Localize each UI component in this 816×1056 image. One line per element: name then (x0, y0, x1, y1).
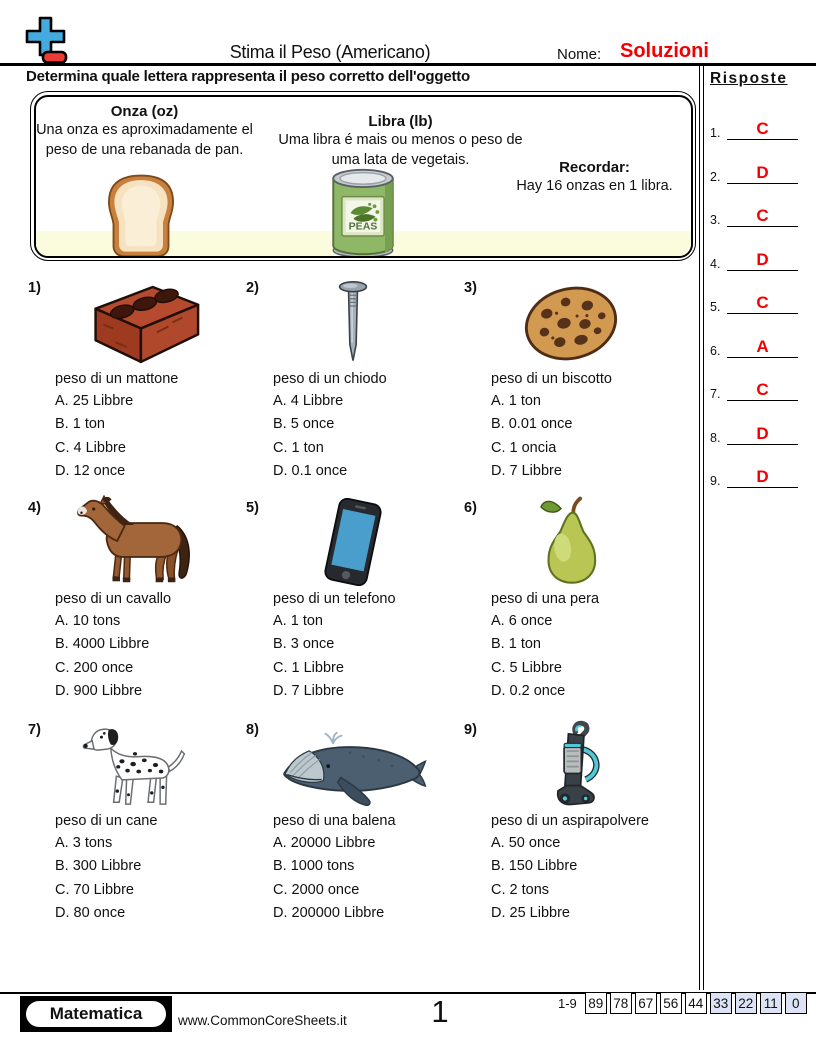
question-number: 8) (246, 722, 259, 738)
pound-definition (276, 113, 526, 171)
question-options (273, 612, 460, 701)
option: B. 1 ton (55, 416, 105, 433)
answer-letter: D (727, 163, 798, 184)
answer-number: 9. (710, 474, 721, 488)
nail-image (246, 278, 460, 366)
answer-row (710, 280, 798, 314)
question-prompt: peso di una pera (491, 591, 600, 607)
answer-row (710, 237, 798, 271)
option: C. 2 tons (491, 881, 550, 898)
question-options (55, 392, 242, 481)
question-number: 7) (28, 722, 41, 738)
question-options (55, 612, 242, 701)
whale-image (246, 720, 460, 808)
question-6 (464, 498, 678, 701)
answer-letter: A (727, 337, 798, 358)
score-cell: 33 (710, 992, 732, 1014)
ounce-text: Una onza es aproximadamente el peso de una rebanada de pan. (36, 121, 253, 159)
answer-row (710, 106, 798, 140)
name-label: Nome: (557, 46, 602, 63)
score-range-label: 1-9 (558, 995, 577, 1011)
vacuum-image (464, 720, 678, 808)
name-value: Soluzioni (620, 40, 709, 62)
score-cell: 44 (685, 992, 707, 1014)
score-cell: 22 (735, 992, 757, 1014)
answer-letter: D (727, 250, 798, 271)
answer-number: 1. (710, 126, 721, 140)
page-title: Stima il Peso (Americano) (229, 42, 431, 62)
info-box-inner (34, 95, 693, 258)
header-divider (0, 63, 816, 66)
reminder-title: Recordar: (559, 158, 630, 176)
question-options (55, 834, 242, 923)
option: B. 1 ton (491, 636, 541, 653)
question-7 (28, 720, 242, 923)
question-prompt: peso di un biscotto (491, 371, 612, 387)
option: C. 1 Libbre (273, 659, 344, 676)
answer-row (710, 324, 798, 358)
question-8 (246, 720, 460, 923)
option: D. 0.2 once (491, 683, 566, 700)
option: D. 0.1 once (273, 463, 348, 480)
option: D. 7 Libbre (491, 463, 562, 480)
answer-row (710, 150, 798, 184)
answer-letter: D (727, 424, 798, 445)
question-prompt: peso di un aspirapolvere (491, 813, 649, 829)
question-5 (246, 498, 460, 701)
question-9 (464, 720, 678, 923)
option: A. 4 Libbre (273, 393, 344, 409)
option: C. 4 Libbre (55, 439, 126, 456)
ounce-definition (36, 103, 254, 161)
option: A. 50 once (491, 835, 561, 851)
question-prompt: peso di una balena (273, 813, 396, 829)
option: A. 25 Libbre (55, 393, 134, 409)
question-1 (28, 278, 242, 481)
question-prompt: peso di un cavallo (55, 591, 172, 607)
option: D. 900 Libbre (55, 683, 143, 700)
option: C. 5 Libbre (491, 659, 562, 676)
pound-title: Libra (lb) (368, 112, 433, 130)
option: A. 1 ton (491, 393, 541, 409)
question-2 (246, 278, 460, 481)
sidebar-divider (699, 66, 704, 990)
score-cell: 0 (785, 992, 807, 1014)
pound-text: Uma libra é mais ou menos o peso de uma lata de vegetais. (278, 131, 523, 169)
option: A. 20000 Libbre (273, 835, 376, 851)
brand-badge (20, 996, 172, 1032)
question-options (273, 392, 460, 481)
reminder-text: Hay 16 onzas en 1 libra. (516, 177, 673, 194)
question-options (491, 392, 678, 481)
score-cell: 89 (585, 992, 607, 1014)
phone-image (246, 498, 460, 586)
question-number: 6) (464, 500, 477, 516)
question-3 (464, 278, 678, 481)
plus-icon (22, 14, 70, 66)
page-number: 1 (431, 994, 449, 1029)
answers-sidebar (710, 70, 802, 510)
question-number: 4) (28, 500, 41, 516)
option: D. 7 Libbre (273, 683, 344, 700)
answers-title: Risposte (710, 70, 788, 87)
bread-slice-image (100, 171, 182, 258)
question-prompt: peso di un cane (55, 813, 158, 829)
answer-letter: C (727, 380, 798, 401)
info-box (30, 91, 696, 261)
option: B. 4000 Libbre (55, 636, 150, 653)
answer-number: 8. (710, 431, 721, 445)
question-number: 1) (28, 280, 41, 296)
option: B. 5 once (273, 416, 335, 433)
answer-letter: C (727, 206, 798, 227)
question-number: 5) (246, 500, 259, 516)
option: C. 2000 once (273, 881, 360, 898)
answer-number: 6. (710, 344, 721, 358)
score-cell: 56 (660, 992, 682, 1014)
score-cell: 67 (635, 992, 657, 1014)
can-label: PEAS (348, 219, 377, 232)
reminder (504, 159, 686, 197)
question-number: 2) (246, 280, 259, 296)
ounce-title: Onza (oz) (110, 102, 179, 120)
option: A. 6 once (491, 613, 553, 629)
instruction-text: Determina quale lettera rappresenta il peso corretto dell'oggetto (26, 68, 471, 85)
option: B. 300 Libbre (55, 858, 142, 875)
dog-image (28, 720, 242, 808)
answer-row (710, 193, 798, 227)
answer-number: 5. (710, 300, 721, 314)
option: C. 70 Libbre (55, 881, 134, 898)
option: D. 200000 Libbre (273, 905, 385, 922)
answer-number: 2. (710, 170, 721, 184)
option: B. 0.01 once (491, 416, 573, 433)
answer-row (710, 411, 798, 445)
score-table (558, 992, 807, 1014)
question-prompt: peso di un chiodo (273, 371, 387, 387)
question-options (491, 612, 678, 701)
cookie-image (464, 278, 678, 366)
website-url: www.CommonCoreSheets.it (178, 1013, 347, 1028)
horse-image (28, 498, 242, 586)
brand-label: Matematica (26, 1001, 166, 1027)
question-prompt: peso di un mattone (55, 371, 179, 387)
option: C. 1 ton (273, 439, 324, 456)
option: B. 1000 tons (273, 858, 355, 875)
answer-number: 3. (710, 213, 721, 227)
option: A. 10 tons (55, 613, 121, 629)
answer-letter: C (727, 293, 798, 314)
question-4 (28, 498, 242, 701)
answer-row (710, 454, 798, 488)
option: C. 1 oncia (491, 439, 557, 456)
answer-row (710, 367, 798, 401)
option: C. 200 once (55, 659, 134, 676)
pear-image (464, 498, 678, 586)
answer-letter: C (727, 119, 798, 140)
question-prompt: peso di un telefono (273, 591, 396, 607)
option: A. 3 tons (55, 835, 113, 851)
option: B. 3 once (273, 636, 335, 653)
option: D. 25 Libbre (491, 905, 570, 922)
answer-number: 7. (710, 387, 721, 401)
question-number: 9) (464, 722, 477, 738)
option: B. 150 Libbre (491, 858, 578, 875)
peas-can-image (324, 165, 402, 258)
question-number: 3) (464, 280, 477, 296)
question-options (491, 834, 678, 923)
option: D. 12 once (55, 463, 126, 480)
answer-letter: D (727, 467, 798, 488)
score-cell: 11 (760, 992, 782, 1014)
brick-image (28, 278, 242, 366)
question-options (273, 834, 460, 923)
option: D. 80 once (55, 905, 126, 922)
score-cell: 78 (610, 992, 632, 1014)
option: A. 1 ton (273, 613, 323, 629)
answer-number: 4. (710, 257, 721, 271)
